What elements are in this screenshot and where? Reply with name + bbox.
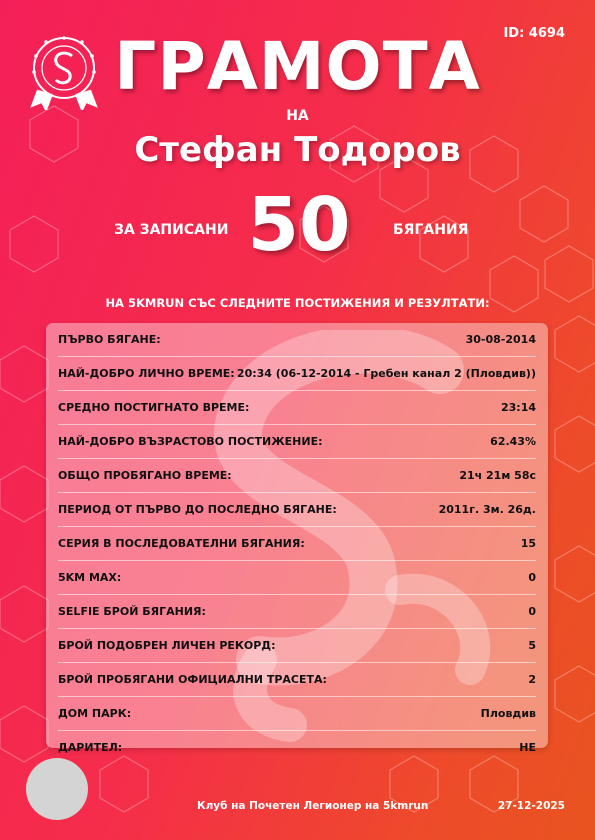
- stat-row: [58, 561, 536, 595]
- stat-row: [58, 731, 536, 764]
- runs-count-prefix: ЗА ЗАПИСАНИ: [114, 222, 229, 238]
- stat-label: ПЪРВО БЯГАНЕ:: [58, 333, 161, 346]
- stat-label: НАЙ-ДОБРО ВЪЗРАСТОВО ПОСТИЖЕНИЕ:: [58, 435, 323, 448]
- stat-label: 5KM MAX:: [58, 571, 122, 584]
- stats-panel: [46, 323, 548, 754]
- stat-value: 30-08-2014: [465, 333, 536, 346]
- stat-value: Пловдив: [480, 707, 536, 720]
- stat-value: 5: [528, 639, 536, 652]
- runs-count: 50: [247, 182, 351, 268]
- runs-count-suffix: БЯГАНИЯ: [393, 222, 469, 238]
- stat-row: [58, 527, 536, 561]
- stat-row: [58, 323, 536, 357]
- stat-row: [58, 629, 536, 663]
- stat-label: БРОЙ ПОДОБРЕН ЛИЧЕН РЕКОРД:: [58, 639, 276, 652]
- stat-value: 20:34 (06-12-2014 - Гребен канал 2 (Пловдив)): [236, 367, 536, 380]
- stat-label: ОБЩО ПРОБЯГАНО ВРЕМЕ:: [58, 469, 232, 482]
- certificate-title: ГРАМОТА: [114, 28, 481, 105]
- stat-value: 0: [528, 571, 536, 584]
- stat-row: [58, 493, 536, 527]
- certificate-id: ID: 4694: [503, 26, 565, 41]
- stat-label: ПЕРИОД ОТ ПЪРВО ДО ПОСЛЕДНО БЯГАНЕ:: [58, 503, 337, 516]
- stat-row: [58, 459, 536, 493]
- stat-value: 23:14: [500, 401, 536, 414]
- stat-value: 2011г. 3м. 26д.: [438, 503, 536, 516]
- recipient-name: Стефан Тодоров: [134, 130, 461, 170]
- stat-value: НЕ: [519, 741, 536, 754]
- stat-row: [58, 357, 536, 391]
- stat-value: 21ч 21м 58с: [459, 469, 536, 482]
- stat-label: НАЙ-ДОБРО ЛИЧНО ВРЕМЕ:: [58, 367, 235, 380]
- avatar: [26, 758, 88, 820]
- stat-label: СЕРИЯ В ПОСЛЕДОВАТЕЛНИ БЯГАНИЯ:: [58, 537, 305, 550]
- achievements-subtitle: НА 5KMRUN СЪС СЛЕДНИТЕ ПОСТИЖЕНИЯ И РЕЗУЛТАТИ:: [105, 296, 490, 310]
- stat-label: СРЕДНО ПОСТИГНАТО ВРЕМЕ:: [58, 401, 250, 414]
- title-preposition: НА: [286, 108, 309, 124]
- footer-date: 27-12-2025: [497, 800, 565, 812]
- stat-row: [58, 425, 536, 459]
- footer-club-text: Клуб на Почетен Легионер на 5kmrun: [197, 800, 429, 812]
- stat-row: [58, 697, 536, 731]
- stat-label: SELFIE БРОЙ БЯГАНИЯ:: [58, 605, 206, 618]
- stat-label: БРОЙ ПРОБЯГАНИ ОФИЦИАЛНИ ТРАСЕТА:: [58, 673, 327, 686]
- stat-value: 15: [520, 537, 536, 550]
- stat-value: 0: [528, 605, 536, 618]
- stat-row: [58, 595, 536, 629]
- stat-label: ДАРИТЕЛ:: [58, 741, 123, 754]
- stat-row: [58, 391, 536, 425]
- stat-value: 62.43%: [490, 435, 536, 448]
- stat-label: ДОМ ПАРК:: [58, 707, 132, 720]
- stat-row: [58, 663, 536, 697]
- stat-value: 2: [528, 673, 536, 686]
